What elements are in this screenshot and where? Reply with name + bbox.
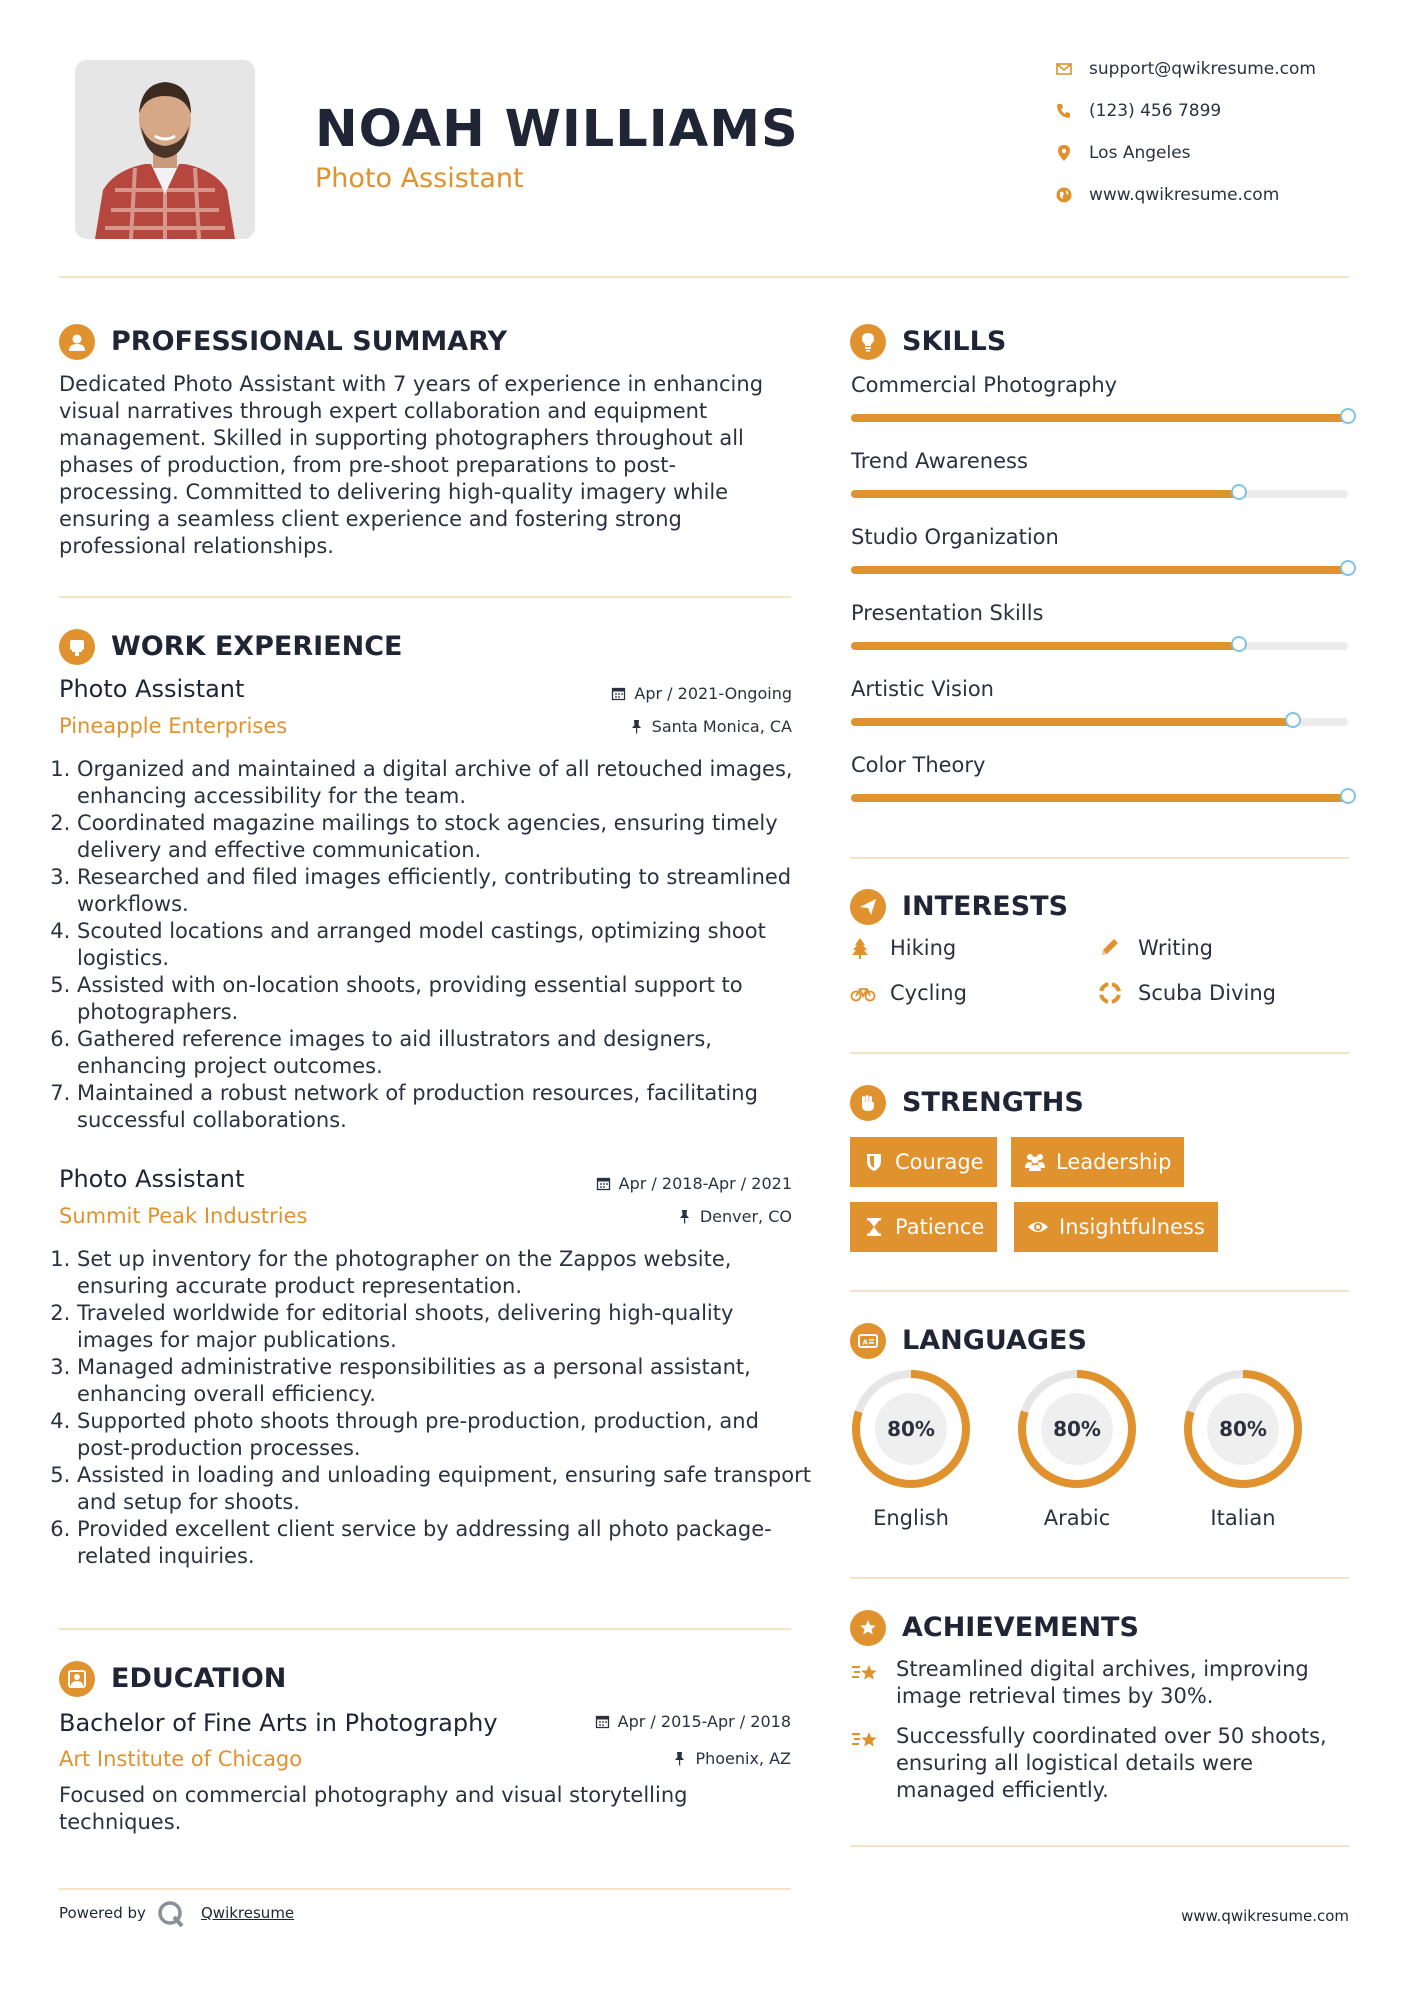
life-ring-icon xyxy=(1098,982,1124,1004)
skill-name: Commercial Photography xyxy=(851,373,1118,397)
list-item: 3. Managed administrative responsibilities as a personal assistant, enhancing overall efficiency. xyxy=(77,1354,812,1408)
interest-scuba xyxy=(1098,981,1276,1005)
job-2-date-text: Apr / 2018-Apr / 2021 xyxy=(618,1174,792,1193)
skill-fill xyxy=(851,794,1348,802)
strengths-divider xyxy=(850,1290,1349,1292)
education-date-text: Apr / 2015-Apr / 2018 xyxy=(617,1712,791,1731)
list-item: 4. Supported photo shoots through pre-production, production, and post-production processes. xyxy=(77,1408,812,1462)
job-2-bullets xyxy=(59,1246,812,1570)
skill-slider-knob xyxy=(1285,712,1301,728)
achievement-1: Streamlined digital archives, improving image retrieval times by 30%. xyxy=(896,1657,1309,1708)
skill-track xyxy=(851,414,1348,422)
list-item: 7. Maintained a robust network of production resources, facilitating successful collaborations. xyxy=(77,1080,812,1134)
job-2-date xyxy=(596,1174,792,1193)
skill-track xyxy=(851,642,1348,650)
list-item: 1. Set up inventory for the photographer on the Zappos website, ensuring accurate product representation. xyxy=(77,1246,812,1300)
interest-label: Scuba Diving xyxy=(1138,981,1276,1005)
strength-label: Courage xyxy=(895,1150,984,1174)
skill-name: Presentation Skills xyxy=(851,601,1044,625)
education-location xyxy=(672,1749,791,1768)
profile-photo xyxy=(75,60,255,239)
contact-phone-text: (123) 456 7899 xyxy=(1089,101,1222,121)
contact-email[interactable] xyxy=(1055,57,1385,81)
job-1-company: Pineapple Enterprises xyxy=(59,714,288,738)
job-1-date-text: Apr / 2021-Ongoing xyxy=(634,684,792,703)
paper-plane-icon xyxy=(850,889,886,925)
interest-label: Writing xyxy=(1138,936,1213,960)
language-ring xyxy=(850,1368,972,1490)
contact-location xyxy=(1055,141,1385,165)
header-divider xyxy=(59,276,1349,278)
strength-leadership xyxy=(1011,1137,1184,1187)
experience-divider xyxy=(59,1628,791,1630)
shield-icon xyxy=(863,1151,885,1173)
list-item: 2. Coordinated magazine mailings to stock agencies, ensuring timely delivery and effective communication. xyxy=(77,810,812,864)
skill-slider-knob xyxy=(1231,636,1247,652)
language-name: English xyxy=(873,1506,949,1530)
pushpin-icon xyxy=(672,1751,687,1766)
lightbulb-icon xyxy=(850,324,886,360)
job-2-location-text: Denver, CO xyxy=(699,1207,792,1226)
powered-by-label: Powered by xyxy=(59,1904,146,1922)
language-ring-svg xyxy=(1182,1368,1304,1490)
job-1-location xyxy=(629,717,792,736)
job-1-title: Photo Assistant xyxy=(59,675,245,703)
phone-icon xyxy=(1055,102,1073,120)
briefcase-icon xyxy=(59,629,95,665)
language-ring xyxy=(1016,1368,1138,1490)
candidate-role: Photo Assistant xyxy=(315,163,524,194)
education-divider xyxy=(59,1888,791,1890)
eye-icon xyxy=(1027,1216,1049,1238)
skill-fill xyxy=(851,414,1348,422)
users-icon xyxy=(1024,1151,1046,1173)
language-name: Italian xyxy=(1210,1506,1276,1530)
list-item: 1. Organized and maintained a digital archive of all retouched images, enhancing accessibility for the team. xyxy=(77,756,812,810)
achievements-title: ACHIEVEMENTS xyxy=(902,1612,1139,1643)
job-2-company: Summit Peak Industries xyxy=(59,1204,308,1228)
education-location-text: Phoenix, AZ xyxy=(695,1749,791,1768)
language-percent: 80% xyxy=(1219,1417,1267,1441)
pencil-icon xyxy=(1098,937,1124,959)
qwikresume-link[interactable]: Qwikresume xyxy=(201,1904,295,1922)
globe-icon xyxy=(1055,186,1073,204)
skill-name: Artistic Vision xyxy=(851,677,994,701)
experience-title: WORK EXPERIENCE xyxy=(111,631,403,662)
list-item: 6. Provided excellent client service by addressing all photo package-related inquiries. xyxy=(77,1516,812,1570)
fist-icon xyxy=(850,1085,886,1121)
language-ring xyxy=(1182,1368,1304,1490)
skill-track xyxy=(851,566,1348,574)
summary-text: Dedicated Photo Assistant with 7 years of experience in enhancing visual narratives through expert collaboration and equipment management. Skilled in supporting photographers throughout all phases of production, from pre-shoot preparations to post-processing. Committed to delivering high-quality imagery while ensuring a seamless client experience and fostering strong professional relationships. xyxy=(59,372,764,558)
strengths-title: STRENGTHS xyxy=(902,1087,1084,1118)
contact-website-text: www.qwikresume.com xyxy=(1089,185,1280,205)
skill-slider-knob xyxy=(1231,484,1247,500)
skill-name: Studio Organization xyxy=(851,525,1059,549)
skills-divider xyxy=(850,857,1349,859)
job-2-title: Photo Assistant xyxy=(59,1165,245,1193)
strength-label: Insightfulness xyxy=(1059,1215,1205,1239)
skill-track xyxy=(851,794,1348,802)
language-ring-svg xyxy=(850,1368,972,1490)
pushpin-icon xyxy=(677,1209,692,1224)
interests-title: INTERESTS xyxy=(902,891,1069,922)
skill-fill xyxy=(851,490,1239,498)
education-school: Art Institute of Chicago xyxy=(59,1747,303,1771)
strength-patience xyxy=(850,1202,997,1252)
skill-slider-knob xyxy=(1340,788,1356,804)
skill-fill xyxy=(851,718,1293,726)
skill-name: Trend Awareness xyxy=(851,449,1028,473)
education-description: Focused on commercial photography and visual storytelling techniques. xyxy=(59,1783,688,1834)
shooting-star-icon xyxy=(850,1726,882,1754)
strength-courage xyxy=(850,1137,997,1187)
interest-writing xyxy=(1098,936,1213,960)
svg-text:A: A xyxy=(862,1338,868,1347)
interest-cycling xyxy=(850,981,967,1005)
job-2-location xyxy=(677,1207,792,1226)
interest-hiking xyxy=(850,936,956,960)
job-1-date xyxy=(611,684,792,703)
interests-divider xyxy=(850,1052,1349,1054)
languages-title: LANGUAGES xyxy=(902,1325,1087,1356)
skill-track xyxy=(851,490,1348,498)
skill-slider-knob xyxy=(1340,560,1356,576)
language-name: Arabic xyxy=(1043,1506,1111,1530)
skill-fill xyxy=(851,642,1239,650)
job-1-location-text: Santa Monica, CA xyxy=(651,717,792,736)
list-item: 2. Traveled worldwide for editorial shoots, delivering high-quality images for major publications. xyxy=(77,1300,812,1354)
language-percent: 80% xyxy=(887,1417,935,1441)
contact-phone[interactable] xyxy=(1055,99,1385,123)
pushpin-icon xyxy=(629,719,644,734)
summary-divider xyxy=(59,596,791,598)
strength-label: Leadership xyxy=(1056,1150,1172,1174)
interest-label: Cycling xyxy=(890,981,967,1005)
list-item: 3. Researched and filed images efficiently, contributing to streamlined workflows. xyxy=(77,864,812,918)
contact-email-text: support@qwikresume.com xyxy=(1089,59,1316,79)
list-item: 5. Assisted with on-location shoots, providing essential support to photographers. xyxy=(77,972,812,1026)
bicycle-icon xyxy=(850,982,876,1004)
hourglass-icon xyxy=(863,1216,885,1238)
languages-divider xyxy=(850,1577,1349,1579)
list-item: 6. Gathered reference images to aid illustrators and designers, enhancing project outcomes. xyxy=(77,1026,812,1080)
education-title: EDUCATION xyxy=(111,1663,287,1694)
language-card-icon xyxy=(850,1323,886,1359)
footer-url[interactable]: www.qwikresume.com xyxy=(1181,1907,1349,1925)
calendar-icon xyxy=(595,1714,610,1729)
envelope-icon xyxy=(1055,60,1073,78)
map-pin-icon xyxy=(1055,144,1073,162)
skill-fill xyxy=(851,566,1348,574)
interest-label: Hiking xyxy=(890,936,957,960)
skills-title: SKILLS xyxy=(902,326,1007,357)
graduation-icon xyxy=(59,1661,95,1697)
tree-icon xyxy=(850,937,876,959)
job-1-bullets xyxy=(59,756,812,1134)
language-percent: 80% xyxy=(1053,1417,1101,1441)
calendar-icon xyxy=(596,1176,611,1191)
candidate-name: NOAH WILLIAMS xyxy=(315,100,799,159)
strength-insightfulness xyxy=(1014,1202,1218,1252)
calendar-icon xyxy=(611,686,626,701)
skill-slider-knob xyxy=(1340,408,1356,424)
skill-track xyxy=(851,718,1348,726)
shooting-star-icon xyxy=(850,1659,882,1687)
qwikresume-logo-icon xyxy=(156,1899,186,1929)
summary-title: PROFESSIONAL SUMMARY xyxy=(111,326,508,357)
achievements-divider xyxy=(850,1845,1349,1847)
education-date xyxy=(595,1712,791,1731)
achievement-2: Successfully coordinated over 50 shoots, ensuring all logistical details were managed efficiently. xyxy=(896,1724,1327,1802)
language-ring-svg xyxy=(1016,1368,1138,1490)
contact-website[interactable] xyxy=(1055,183,1385,207)
skill-name: Color Theory xyxy=(851,753,986,777)
list-item: 4. Scouted locations and arranged model castings, optimizing shoot logistics. xyxy=(77,918,812,972)
education-degree: Bachelor of Fine Arts in Photography xyxy=(59,1709,498,1737)
star-badge-icon xyxy=(850,1610,886,1646)
strength-label: Patience xyxy=(895,1215,985,1239)
user-icon xyxy=(59,324,95,360)
list-item: 5. Assisted in loading and unloading equipment, ensuring safe transport and setup for shoots. xyxy=(77,1462,812,1516)
contact-location-text: Los Angeles xyxy=(1089,143,1191,163)
